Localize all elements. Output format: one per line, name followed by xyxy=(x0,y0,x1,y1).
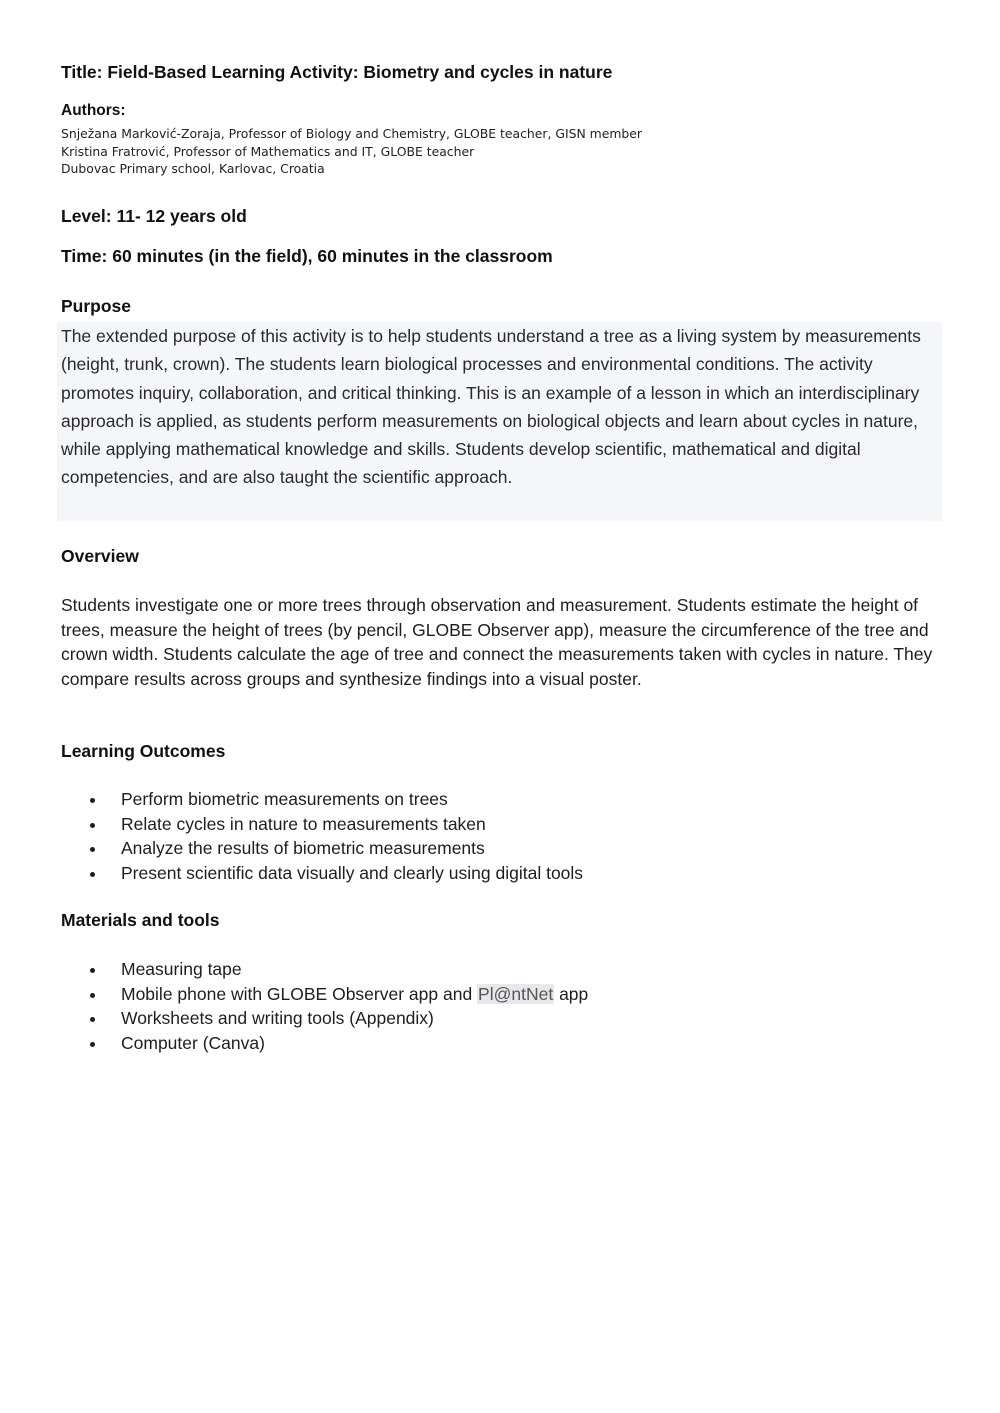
materials-heading: Materials and tools xyxy=(61,910,220,930)
author-line-1: Snježana Marković-Zoraja, Professor of Biology and Chemistry, GLOBE teacher, GISN member xyxy=(61,126,643,141)
bullet-icon xyxy=(90,872,95,877)
list-item xyxy=(61,812,921,837)
authors-heading: Authors: xyxy=(61,102,126,119)
bullet-icon xyxy=(90,1042,95,1047)
list-item-text: Relate cycles in nature to measurements taken xyxy=(121,813,486,834)
purpose-text: The extended purpose of this activity is to help students understand a tree as a living system by measurements (height, trunk, crown). The students learn biological processes and environmental conditions. The activity promotes inquiry, collaboration, and critical thinking. This is an example of a lesson in which an interdisciplinary approach is applied, as students perform measurements on biological objects and learn about cycles in nature, while applying mathematical knowledge and skills. Students develop scientific, mathematical and digital competencies, and are also taught the scientific approach. xyxy=(61,326,921,488)
bullet-icon xyxy=(90,847,95,852)
level-line: Level: 11- 12 years old xyxy=(61,206,247,226)
list-item-text: Analyze the results of biometric measurements xyxy=(121,838,485,859)
list-item xyxy=(61,787,921,812)
learning-outcomes-list xyxy=(61,787,921,886)
list-item xyxy=(61,1031,921,1056)
purpose-heading: Purpose xyxy=(61,296,132,316)
list-item xyxy=(61,836,921,861)
document-title: Title: Field-Based Learning Activity: Biometry and cycles in nature xyxy=(61,62,613,82)
bullet-icon xyxy=(90,823,95,828)
list-item xyxy=(61,861,921,886)
materials-list xyxy=(61,957,921,1056)
bullet-icon xyxy=(90,1017,95,1022)
list-item-text: Measuring tape xyxy=(121,959,242,979)
learning-outcomes-heading: Learning Outcomes xyxy=(61,741,226,761)
plantnet-highlight: Pl@ntNet xyxy=(478,983,554,1004)
time-line: Time: 60 minutes (in the field), 60 minutes in the classroom xyxy=(61,246,553,266)
bullet-icon xyxy=(90,798,95,803)
list-item-text-prefix: Mobile phone with GLOBE Observer app and xyxy=(121,983,478,1004)
list-item xyxy=(61,1006,921,1031)
list-item xyxy=(61,982,921,1007)
list-item-text: Present scientific data visually and clearly using digital tools xyxy=(121,863,584,884)
list-item-text: Worksheets and writing tools (Appendix) xyxy=(121,1008,434,1029)
list-item-text-suffix: app xyxy=(554,983,589,1004)
bullet-icon xyxy=(90,993,95,998)
list-item-text: Computer (Canva) xyxy=(121,1033,265,1054)
overview-heading: Overview xyxy=(61,546,139,566)
bullet-icon xyxy=(90,968,95,973)
overview-text: Students investigate one or more trees through observation and measurement. Students estimate the height of trees, measure the height of trees (by pencil, GLOBE Observer app), measure the circumference of the tree and crown width. Students calculate the age of tree and connect the measurements taken with cycles in nature. They compare results across groups and synthesize findings into a visual poster. xyxy=(61,595,933,690)
author-line-3: Dubovac Primary school, Karlovac, Croatia xyxy=(61,161,325,176)
list-item-text: Perform biometric measurements on trees xyxy=(121,789,448,809)
author-line-2: Kristina Fratrović, Professor of Mathematics and IT, GLOBE teacher xyxy=(61,144,475,159)
list-item xyxy=(61,957,921,982)
